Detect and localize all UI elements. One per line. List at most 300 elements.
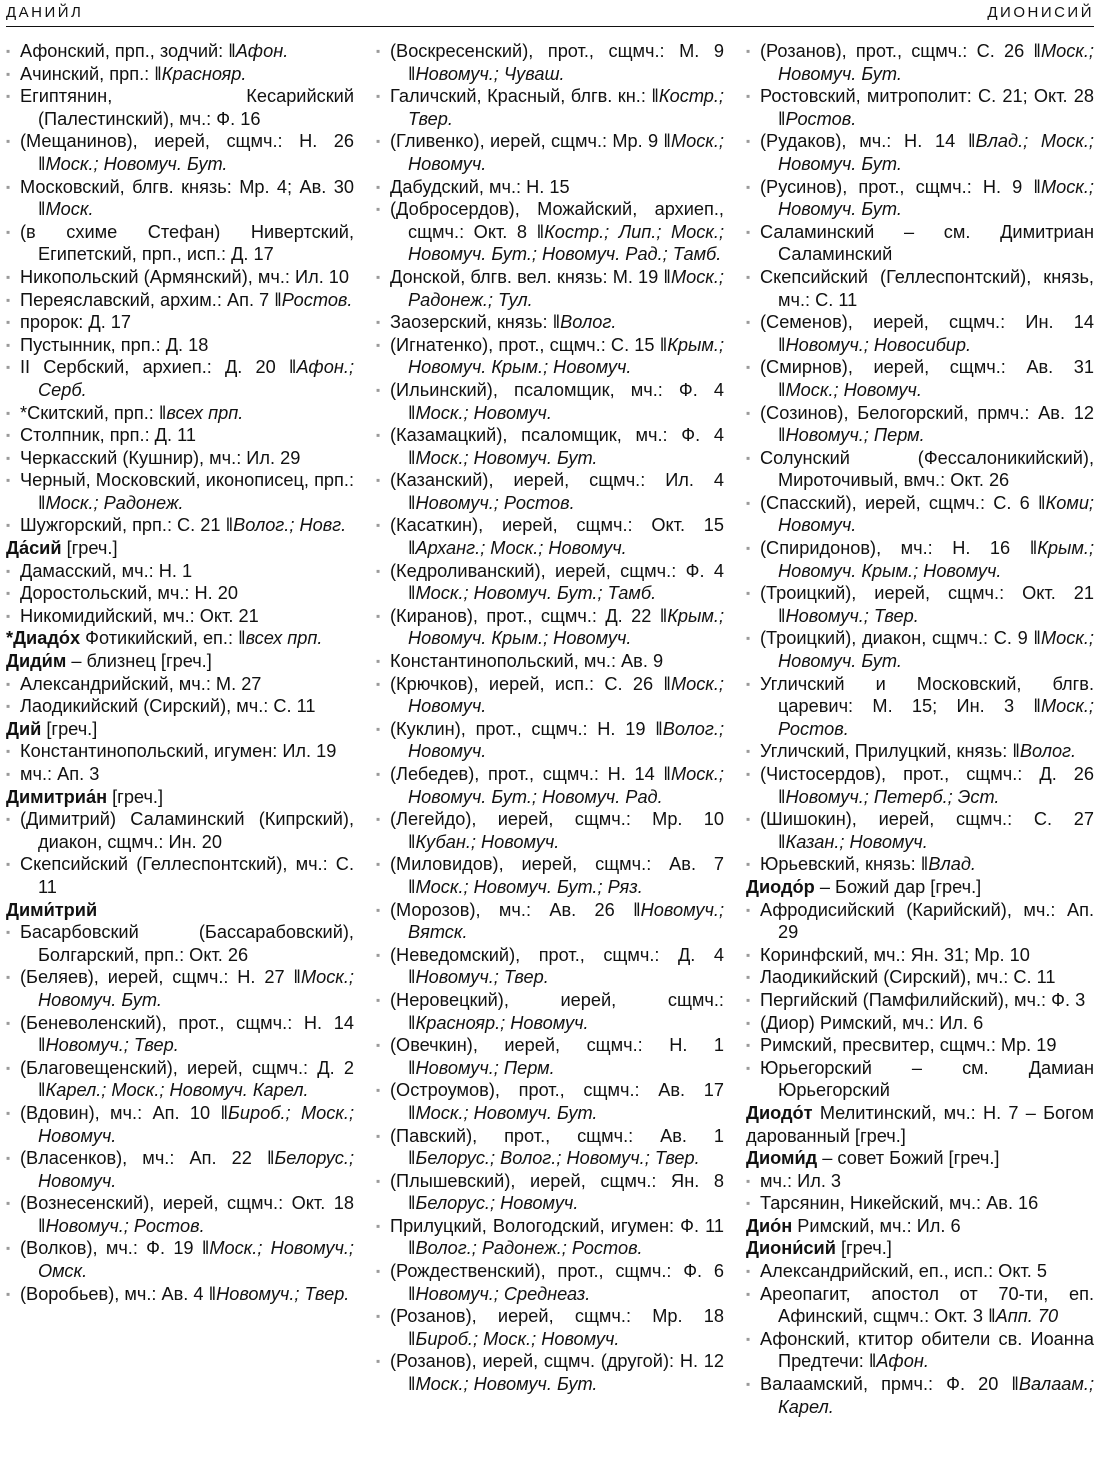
entry-text: Столпник, прп.: Д. 11 bbox=[20, 425, 196, 446]
entry-text: Мелитинский, мч.: Н. 7 – Богом дарованный [греч.] bbox=[746, 1102, 1094, 1146]
bullet-icon: ▪ bbox=[746, 970, 751, 985]
reference-text: Влад.; Моск.; Новомуч. Бут. bbox=[778, 131, 1094, 174]
reference-text: Ростов. bbox=[281, 289, 353, 310]
bullet-icon: ▪ bbox=[376, 1083, 381, 1098]
bullet-icon: ▪ bbox=[376, 563, 381, 578]
reference-separator: ‖ bbox=[38, 492, 46, 513]
bullet-icon: ▪ bbox=[6, 1241, 11, 1256]
list-item bbox=[6, 63, 354, 86]
reference-text: Моск.; Новомуч. Бут. bbox=[778, 176, 1094, 220]
entry-text: Заозерский, князь: bbox=[390, 312, 553, 333]
entry-text: Константинопольский, мч.: Ав. 9 bbox=[390, 651, 664, 672]
entry-text: Афонский, ктитор обители св. Иоанна Предтечи: bbox=[760, 1328, 1094, 1372]
bullet-icon: ▪ bbox=[746, 1264, 751, 1279]
bullet-icon: ▪ bbox=[746, 992, 751, 1007]
bullet-icon: ▪ bbox=[376, 1309, 381, 1324]
bullet-icon: ▪ bbox=[376, 202, 381, 217]
entry-text: Черкасский (Кушнир), мч.: Ил. 29 bbox=[20, 447, 301, 468]
bullet-icon: ▪ bbox=[6, 767, 11, 781]
entry-text: (Шишокин), иерей, сщмч.: С. 27 bbox=[760, 809, 1094, 830]
entry-text: Константинопольский, игумен: Ил. 19 bbox=[20, 741, 337, 762]
reference-separator: ‖ bbox=[274, 289, 282, 310]
reference-text: Моск. bbox=[45, 199, 94, 220]
reference-text: Крым.; Новомуч. Крым.; Новомуч. bbox=[778, 538, 1094, 581]
entry-text: мч.: Ил. 3 bbox=[760, 1170, 842, 1191]
reference-separator: ‖ bbox=[778, 334, 786, 355]
reference-separator: ‖ bbox=[663, 266, 671, 287]
list-item bbox=[376, 650, 724, 673]
running-head-left: ДАНИЙЛ bbox=[6, 4, 84, 21]
headword: Диодо́р bbox=[746, 876, 815, 897]
list-item bbox=[376, 989, 724, 1034]
reference-separator: ‖ bbox=[1011, 1374, 1019, 1395]
entry-text: Донской, блгв. вел. князь: М. 19 bbox=[390, 266, 664, 287]
entry-text: (Овечкин), иерей, сщмч.: Н. 1 bbox=[390, 1035, 724, 1056]
bullet-icon: ▪ bbox=[746, 676, 751, 691]
entry-text: (Розанов), иерей, сщмч.: Мр. 18 bbox=[390, 1306, 724, 1327]
entry-text: Дамасский, мч.: Н. 1 bbox=[20, 560, 193, 581]
reference-text: Кубан.; Новомуч. bbox=[415, 831, 560, 852]
bullet-icon: ▪ bbox=[6, 586, 11, 601]
reference-text: Волог. bbox=[1019, 741, 1077, 762]
list-item bbox=[376, 899, 724, 944]
list-item bbox=[6, 853, 354, 898]
list-item bbox=[6, 673, 354, 696]
list-item bbox=[746, 356, 1094, 401]
bullet-icon: ▪ bbox=[746, 1331, 751, 1346]
reference-text: всех прп. bbox=[245, 628, 323, 649]
list-item bbox=[746, 1170, 1094, 1193]
bullet-icon: ▪ bbox=[746, 541, 751, 556]
list-item bbox=[746, 266, 1094, 311]
entry-text: (Морозов), мч.: Ав. 26 bbox=[390, 899, 634, 920]
reference-separator: ‖ bbox=[651, 86, 659, 107]
bullet-icon: ▪ bbox=[746, 134, 751, 149]
entry-text: Афонский, прп., зодчий: bbox=[20, 41, 229, 61]
list-item bbox=[6, 1283, 354, 1306]
bullet-icon: ▪ bbox=[746, 1060, 751, 1075]
bullet-icon: ▪ bbox=[746, 1173, 751, 1188]
bullet-icon: ▪ bbox=[6, 269, 11, 284]
headword: Димитриа́н bbox=[6, 786, 108, 807]
reference-separator: ‖ bbox=[1029, 538, 1038, 559]
entry-text: (Неровецкий), иерей, сщмч.: bbox=[390, 989, 724, 1010]
bullet-icon: ▪ bbox=[376, 315, 381, 330]
entry-text: (Спасский), иерей, сщмч.: С. 6 bbox=[760, 492, 1038, 513]
entry-text: Скепсийский (Геллеспонтский), мч.: С. 11 bbox=[20, 854, 354, 897]
list-item bbox=[746, 1373, 1094, 1418]
reference-text: Новомуч.; Твер. bbox=[785, 605, 919, 626]
bullet-icon: ▪ bbox=[6, 1015, 11, 1030]
entry-text: (Павский), прот., сщмч.: Ав. 1 bbox=[390, 1125, 724, 1146]
entry-text: (Воскресенский), прот., сщмч.: М. 9 bbox=[390, 41, 724, 61]
entry-text: Скепсийский (Геллеспонтский), князь, мч.: С. 11 bbox=[760, 266, 1094, 310]
reference-separator: ‖ bbox=[659, 605, 668, 626]
bullet-icon: ▪ bbox=[746, 767, 751, 781]
reference-text: Новомуч.; Твер. bbox=[216, 1283, 350, 1304]
list-item bbox=[376, 1260, 724, 1305]
bullet-icon: ▪ bbox=[746, 1038, 751, 1053]
bullet-icon: ▪ bbox=[6, 744, 11, 759]
entry-text: [греч.] bbox=[41, 718, 98, 739]
list-item bbox=[376, 130, 724, 175]
bullet-icon: ▪ bbox=[6, 518, 11, 533]
reference-separator: ‖ bbox=[38, 153, 46, 174]
list-item bbox=[376, 718, 724, 763]
entry-text: (Казамацкий), псаломщик, мч.: Ф. 4 bbox=[390, 425, 724, 446]
entry-text: Пергийский (Памфилийский), мч.: Ф. 3 bbox=[760, 989, 1086, 1010]
bullet-icon: ▪ bbox=[6, 450, 11, 465]
entry-text: (Смирнов), иерей, сщмч.: Ав. 31 bbox=[760, 357, 1094, 378]
entry-text: Валаамский, прмч.: Ф. 20 bbox=[760, 1374, 1012, 1395]
bullet-icon: ▪ bbox=[6, 179, 11, 194]
headword-entry bbox=[6, 786, 354, 809]
entry-text: (Розанов), иерей, сщмч. (другой): Н. 12 bbox=[390, 1351, 724, 1372]
list-item bbox=[376, 1350, 724, 1395]
list-item bbox=[6, 469, 354, 514]
reference-text: Казан.; Новомуч. bbox=[785, 831, 928, 852]
list-item bbox=[6, 921, 354, 966]
bullet-icon: ▪ bbox=[6, 925, 11, 940]
reference-separator: ‖ bbox=[408, 492, 416, 513]
entry-text: (Киранов), прот., сщмч.: Д. 22 bbox=[390, 605, 660, 626]
list-item bbox=[746, 1192, 1094, 1215]
list-item bbox=[376, 198, 724, 266]
bullet-icon: ▪ bbox=[746, 857, 751, 872]
bullet-icon: ▪ bbox=[376, 857, 381, 872]
bullet-icon: ▪ bbox=[746, 269, 751, 284]
list-item bbox=[376, 40, 724, 85]
headword-entry bbox=[6, 537, 354, 560]
reference-separator: ‖ bbox=[408, 538, 416, 559]
reference-separator: ‖ bbox=[408, 1328, 416, 1349]
running-head bbox=[6, 0, 1094, 27]
reference-separator: ‖ bbox=[1033, 628, 1041, 649]
reference-separator: ‖ bbox=[536, 221, 545, 242]
reference-text: Бироб.; Моск.; Новомуч. bbox=[415, 1328, 620, 1349]
bullet-icon: ▪ bbox=[746, 179, 751, 194]
entry-text: Афродисийский (Карийский), мч.: Ап. 29 bbox=[760, 899, 1094, 943]
reference-separator: ‖ bbox=[1012, 741, 1020, 762]
reference-text: Моск.; Новомуч. Бут. bbox=[45, 153, 228, 174]
bullet-icon: ▪ bbox=[746, 224, 751, 239]
reference-text: Белорус.; Новомуч. bbox=[38, 1148, 354, 1191]
bullet-icon: ▪ bbox=[376, 721, 381, 736]
entry-text: (Спиридонов), мч.: Н. 16 bbox=[760, 538, 1030, 559]
bullet-icon: ▪ bbox=[376, 947, 381, 962]
reference-separator: ‖ bbox=[266, 1148, 275, 1169]
reference-text: Новомуч.; Перм. bbox=[415, 1057, 555, 1078]
reference-separator: ‖ bbox=[293, 967, 301, 988]
reference-separator: ‖ bbox=[408, 1238, 416, 1259]
reference-separator: ‖ bbox=[408, 1374, 416, 1395]
bullet-icon: ▪ bbox=[746, 450, 751, 465]
reference-text: Новомуч.; Чуваш. bbox=[415, 63, 565, 84]
reference-separator: ‖ bbox=[408, 1012, 416, 1033]
list-item bbox=[6, 447, 354, 470]
reference-separator: ‖ bbox=[778, 108, 786, 129]
reference-separator: ‖ bbox=[38, 199, 46, 220]
bullet-icon: ▪ bbox=[376, 1038, 381, 1053]
reference-separator: ‖ bbox=[408, 402, 416, 423]
list-item bbox=[6, 176, 354, 221]
bullet-icon: ▪ bbox=[6, 44, 11, 58]
headword: Дий bbox=[6, 718, 42, 739]
list-item bbox=[6, 1147, 354, 1192]
list-item bbox=[376, 944, 724, 989]
entry-text: Московский, блгв. князь: Мр. 4; Ав. 30 bbox=[20, 176, 354, 197]
entry-text: (Вдовин), мч.: Ап. 10 bbox=[20, 1102, 221, 1123]
list-item bbox=[746, 85, 1094, 130]
headword-entry bbox=[6, 899, 354, 922]
entry-text: (Плышевский), иерей, сщмч.: Ян. 8 bbox=[390, 1170, 724, 1191]
reference-text: Моск.; Новомуч. Бут. bbox=[778, 628, 1094, 672]
headword: *Диадо́х bbox=[6, 628, 81, 649]
list-item bbox=[6, 402, 354, 425]
list-item bbox=[6, 966, 354, 1011]
list-item bbox=[6, 582, 354, 605]
headword: Диоми́д bbox=[746, 1148, 818, 1169]
reference-text: всех прп. bbox=[166, 402, 244, 423]
headword-entry bbox=[6, 650, 354, 673]
reference-text: Моск.; Новомуч. Бут. bbox=[415, 1374, 598, 1395]
list-item bbox=[6, 40, 354, 63]
reference-text: Новомуч.; Новосибир. bbox=[785, 334, 972, 355]
entry-text: Фотикийский, еп.: bbox=[80, 628, 239, 649]
list-item bbox=[746, 447, 1094, 492]
entry-text: (Казанский), иерей, сщмч.: Ил. 4 bbox=[390, 470, 724, 491]
list-item bbox=[746, 899, 1094, 944]
bullet-icon: ▪ bbox=[376, 676, 381, 691]
list-item bbox=[746, 1012, 1094, 1035]
headword: Да́сий bbox=[6, 538, 62, 559]
entry-text: (Легейдо), иерей, сщмч.: Мр. 10 bbox=[390, 809, 724, 830]
entry-text: (Диор) Римский, мч.: Ил. 6 bbox=[760, 1012, 984, 1033]
bullet-icon: ▪ bbox=[746, 631, 751, 646]
reference-text: Крым.; Новомуч. Крым.; Новомуч. bbox=[408, 334, 724, 378]
entry-text: (Рудаков), мч.: Н. 14 bbox=[760, 131, 968, 152]
reference-text: Волог.; Радонеж.; Ростов. bbox=[415, 1238, 643, 1259]
list-item bbox=[376, 311, 724, 334]
list-item bbox=[6, 266, 354, 289]
bullet-icon: ▪ bbox=[6, 1060, 11, 1075]
entry-text: пророк: Д. 17 bbox=[20, 312, 132, 333]
list-item bbox=[376, 424, 724, 469]
reference-text: Моск.; Новомуч. Бут. bbox=[38, 967, 354, 1010]
list-item bbox=[6, 605, 354, 628]
entry-text: Римский, пресвитер, сщмч.: Мр. 19 bbox=[760, 1035, 1057, 1056]
reference-text: Моск.; Радонеж.; Тул. bbox=[408, 266, 724, 310]
bullet-icon: ▪ bbox=[6, 812, 11, 827]
list-item bbox=[746, 627, 1094, 672]
reference-separator: ‖ bbox=[1038, 492, 1046, 513]
reference-text: Моск.; Радонеж. bbox=[45, 492, 184, 513]
list-item bbox=[376, 853, 724, 898]
entry-text: (Созинов), Белогорский, прмч.: Ав. 12 bbox=[760, 402, 1094, 423]
bullet-icon: ▪ bbox=[6, 337, 11, 352]
reference-text: Краснояр.; Новомуч. bbox=[415, 1012, 589, 1033]
list-item bbox=[6, 1057, 354, 1102]
reference-separator: ‖ bbox=[408, 447, 416, 468]
entry-text: [греч.] bbox=[835, 1238, 892, 1259]
entry-text: Ростовский, митрополит: С. 21; Окт. 28 bbox=[760, 86, 1094, 107]
list-item bbox=[376, 469, 724, 514]
entry-text: [греч.] bbox=[61, 538, 118, 559]
entry-text: – совет Божий [греч.] bbox=[817, 1148, 1000, 1169]
bullet-icon: ▪ bbox=[376, 89, 381, 104]
reference-text: Новомуч.; Петерб.; Эст. bbox=[785, 786, 1000, 807]
list-item bbox=[6, 763, 354, 786]
list-item bbox=[6, 695, 354, 718]
entry-text: мч.: Ап. 3 bbox=[20, 764, 100, 784]
reference-text: Моск.; Новомуч. Бут.; Тамб. bbox=[415, 583, 657, 604]
list-item bbox=[6, 1102, 354, 1147]
entry-text: Дабудский, мч.: Н. 15 bbox=[390, 176, 570, 197]
reference-text: Моск.; Новомуч. Бут. bbox=[415, 447, 598, 468]
reference-text: Моск.; Новомуч. Бут.; Ряз. bbox=[415, 876, 643, 897]
bullet-icon: ▪ bbox=[746, 44, 751, 58]
bullet-icon: ▪ bbox=[746, 1015, 751, 1030]
reference-text: Моск.; Ростов. bbox=[778, 696, 1094, 739]
list-item bbox=[746, 740, 1094, 763]
list-item bbox=[6, 514, 354, 537]
bullet-icon: ▪ bbox=[746, 947, 751, 962]
list-item bbox=[746, 582, 1094, 627]
bullet-icon: ▪ bbox=[746, 812, 751, 827]
bullet-icon: ▪ bbox=[376, 382, 381, 397]
entry-text: Египтянин, Кесарийский (Палестинский), мч.: Ф. 16 bbox=[20, 86, 354, 129]
list-item bbox=[376, 1125, 724, 1170]
entry-text: Никомидийский, мч.: Окт. 21 bbox=[20, 605, 259, 626]
headword-entry bbox=[6, 718, 354, 741]
reference-text: Крым.; Новомуч. Крым.; Новомуч. bbox=[408, 605, 724, 649]
reference-separator: ‖ bbox=[38, 1035, 46, 1056]
reference-separator: ‖ bbox=[778, 605, 786, 626]
list-item bbox=[746, 176, 1094, 221]
entry-text: (Игнатенко), прот., сщмч.: С. 15 bbox=[390, 334, 660, 355]
entry-text: Тарсянин, Никейский, мч.: Ав. 16 bbox=[760, 1193, 1039, 1214]
reference-separator: ‖ bbox=[408, 831, 416, 852]
entry-text: (Куклин), прот., сщмч.: Н. 19 bbox=[390, 718, 656, 739]
entry-text: Шужгорский, прп.: С. 21 bbox=[20, 515, 226, 536]
list-item bbox=[746, 537, 1094, 582]
reference-separator: ‖ bbox=[225, 515, 234, 536]
entry-text: Лаодикийский (Сирский), мч.: С. 11 bbox=[20, 696, 316, 717]
entry-text: (Вознесенский), иерей, сщмч.: Окт. 18 bbox=[20, 1193, 354, 1214]
entry-text: (Троицкий), диакон, сщмч.: С. 9 bbox=[760, 628, 1034, 649]
bullet-icon: ▪ bbox=[6, 857, 11, 872]
list-item bbox=[376, 85, 724, 130]
entry-text: (Мещанинов), иерей, сщмч.: Н. 26 bbox=[20, 131, 354, 152]
reference-separator: ‖ bbox=[1033, 696, 1041, 717]
reference-separator: ‖ bbox=[1033, 41, 1041, 61]
column-3 bbox=[746, 40, 1094, 1468]
bullet-icon: ▪ bbox=[376, 608, 381, 623]
bullet-icon: ▪ bbox=[376, 269, 381, 284]
list-item bbox=[376, 514, 724, 559]
list-item bbox=[6, 334, 354, 357]
entry-text: (Розанов), прот., сщмч.: С. 26 bbox=[760, 41, 1034, 61]
bullet-icon: ▪ bbox=[376, 44, 381, 58]
list-item bbox=[746, 1283, 1094, 1328]
reference-text: Костр.; Твер. bbox=[408, 86, 724, 129]
list-item bbox=[376, 763, 724, 808]
list-item bbox=[6, 740, 354, 763]
entry-text: Александрийский, еп., исп.: Окт. 5 bbox=[760, 1261, 1048, 1282]
column-2 bbox=[376, 40, 724, 1468]
reference-text: Белорус.; Новомуч. bbox=[415, 1193, 579, 1214]
reference-separator: ‖ bbox=[228, 41, 236, 61]
reference-text: Волог. bbox=[560, 312, 617, 333]
entry-text: (Рождественский), прот., сщмч.: Ф. 6 bbox=[390, 1261, 724, 1282]
reference-separator: ‖ bbox=[38, 1215, 46, 1236]
column-1 bbox=[6, 40, 354, 1468]
list-item bbox=[376, 1170, 724, 1215]
reference-separator: ‖ bbox=[778, 379, 786, 400]
reference-text: Афон. bbox=[876, 1351, 929, 1372]
reference-separator: ‖ bbox=[408, 1102, 416, 1123]
reference-separator: ‖ bbox=[158, 402, 167, 423]
headword-entry bbox=[746, 876, 1094, 899]
reference-text: Карел.; Моск.; Новомуч. Карел. bbox=[45, 1080, 309, 1101]
entry-text: (Власенков), мч.: Ап. 22 bbox=[20, 1148, 267, 1169]
headword: Диди́м bbox=[6, 651, 67, 672]
reference-text: Волог.; Новг. bbox=[233, 515, 347, 536]
list-item bbox=[6, 1192, 354, 1237]
bullet-icon: ▪ bbox=[746, 1286, 751, 1301]
list-item bbox=[6, 130, 354, 175]
bullet-icon: ▪ bbox=[376, 473, 381, 488]
headword: Дио́н bbox=[746, 1215, 793, 1236]
entry-text: (Крючков), иерей, исп.: С. 26 bbox=[390, 673, 664, 694]
bullet-icon: ▪ bbox=[6, 1105, 11, 1120]
bullet-icon: ▪ bbox=[6, 224, 11, 239]
entry-text: Прилуцкий, Вологодский, игумен: Ф. 11 bbox=[390, 1215, 724, 1236]
list-item bbox=[376, 605, 724, 650]
entry-text: Черный, Московский, иконописец, прп.: bbox=[20, 470, 354, 491]
list-item bbox=[746, 989, 1094, 1012]
entry-text: Никопольский (Армянский), мч.: Ил. 10 bbox=[20, 266, 350, 287]
list-item bbox=[6, 289, 354, 312]
reference-separator: ‖ bbox=[238, 628, 246, 649]
reference-text: Белорус.; Волог.; Новомуч.; Твер. bbox=[415, 1148, 700, 1169]
bullet-icon: ▪ bbox=[376, 767, 381, 781]
bullet-icon: ▪ bbox=[746, 744, 751, 759]
headword-entry bbox=[746, 1147, 1094, 1170]
bullet-icon: ▪ bbox=[746, 495, 751, 510]
reference-text: Коми; Новомуч. bbox=[778, 492, 1094, 536]
list-item bbox=[746, 763, 1094, 808]
reference-separator: ‖ bbox=[1033, 176, 1041, 197]
list-item bbox=[376, 266, 724, 311]
headword: Диодо́т bbox=[746, 1102, 813, 1123]
bullet-icon: ▪ bbox=[6, 428, 11, 443]
reference-text: Новомуч.; Перм. bbox=[785, 425, 925, 446]
bullet-icon: ▪ bbox=[376, 992, 381, 1007]
reference-text: Афон.; Серб. bbox=[38, 357, 354, 400]
list-item bbox=[6, 560, 354, 583]
reference-text: Волог.; Новомуч. bbox=[408, 718, 724, 762]
entry-text: (Неведомский), прот., сщмч.: Д. 4 bbox=[390, 944, 724, 965]
entry-text: Коринфский, мч.: Ян. 31; Мр. 10 bbox=[760, 944, 1030, 965]
reference-separator: ‖ bbox=[920, 854, 929, 875]
entry-text: – близнец [греч.] bbox=[66, 651, 212, 672]
list-item bbox=[6, 311, 354, 334]
headword-entry bbox=[746, 1237, 1094, 1260]
reference-separator: ‖ bbox=[408, 63, 416, 84]
entry-text: Юрьегорский – см. Дамиан Юрьегорский bbox=[760, 1057, 1094, 1101]
reference-text: Новомуч.; Ростов. bbox=[45, 1215, 205, 1236]
